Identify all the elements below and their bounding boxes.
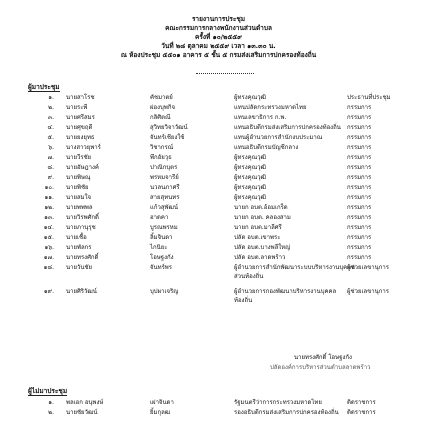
last-name: ยิ้มกุลฒ (150, 409, 171, 416)
first-name: นายระพี (66, 104, 88, 111)
first-name: นายยงยุทธ (66, 134, 95, 141)
meeting-datetime: วันที่ ๒๘ ตุลาคม ๒๕๕๙ เวลา ๑๓.๓๐ น. (161, 42, 276, 50)
last-name: กลิศิตณี (150, 114, 171, 121)
position: แทนปลัดกระทรวงมหาดไทย (234, 104, 307, 111)
last-name: ผ่องบุพกิจ (150, 104, 175, 111)
committee-role: กรรมการ (347, 194, 372, 201)
committee-role: กรรมการ (347, 184, 372, 191)
row-number: ๔. (47, 124, 54, 131)
attendee-row (0, 143, 437, 152)
position: ปลัด อบต.บางพลีใหญ่ (234, 244, 291, 251)
position: ผู้ทรงคุณวุฒิ (234, 154, 266, 161)
last-name: จันทร์พร (150, 264, 172, 271)
absent-heading: ผู้ไม่มาประชุม (28, 387, 68, 395)
first-name: นายศุขฤดี (66, 124, 93, 131)
position: แทนผู้อำนวยการสำนักงบประมาณ (234, 134, 323, 141)
attendee-row (0, 173, 437, 182)
row-number: ๒. (48, 409, 54, 416)
absence-reason: ติดราชการ (347, 399, 376, 406)
first-name: พลเอก อนุพงษ์ (66, 399, 104, 406)
committee-role: กรรมการ (347, 254, 372, 261)
committee-role: กรรมการ (347, 124, 372, 131)
last-name: ลิ้มจินดา (150, 234, 173, 241)
absentee-row (0, 408, 437, 417)
position: นายก อบต. คลองสาม (234, 214, 291, 221)
attendee-row (0, 263, 437, 281)
position-continued: ท้องถิ่น (234, 297, 253, 304)
committee-role: กรรมการ (347, 204, 372, 211)
first-name: นายศรีสมร (66, 114, 95, 121)
signature-title: ปลัดองค์การบริหารส่วนตำบลลาดพร้าว (270, 364, 371, 371)
position: นายก อบต.อ้อมเกร็ด (234, 204, 288, 211)
last-name: จันทร์เชียงใช้ (150, 134, 185, 141)
present-heading: ผู้มาประชุม (28, 83, 60, 91)
committee-name: คณะกรรมการกลางพนักงานส่วนตำบล (165, 24, 272, 32)
attendee-row (0, 213, 437, 222)
last-name: สายสุทนทร (150, 194, 180, 201)
first-name: นายสมใจ (66, 194, 92, 201)
first-name: นายทรงศักดิ์ (66, 254, 99, 261)
attendee-row (0, 223, 437, 232)
attendee-row (0, 233, 437, 242)
last-name: พึกอัยวุธ (150, 154, 172, 161)
first-name: นายเชื้อ (66, 234, 87, 241)
last-name: บูรณพรหม (150, 224, 178, 231)
committee-role: กรรมการ (347, 164, 372, 171)
row-number: ๑๑. (44, 194, 54, 201)
row-number: ๑๘. (43, 264, 54, 271)
position: รัฐมนตรีว่าการกระทรวงมหาดไทย (234, 399, 322, 406)
last-name: วิชากรณ์ (150, 144, 174, 151)
row-number: ๒. (48, 104, 54, 111)
first-name: นายพพพล (66, 204, 93, 211)
last-name: บุปผาเจริญ (150, 288, 179, 295)
position: แทนอธิบดีกรมส่งเสริมการปกครองท้องถิ่น (234, 124, 341, 131)
position: ผู้ทรงคุณวุฒิ (234, 174, 266, 181)
absentee-row (0, 398, 437, 407)
last-name: สุวิทยวิจาวัฒน์ (150, 124, 188, 131)
position: นายก อบต.มาลีศรี (234, 224, 282, 231)
row-number: ๑. (48, 399, 54, 406)
committee-role: กรรมการ (347, 144, 372, 151)
position: แทนเลขาธิการ ก.พ. (234, 114, 287, 121)
last-name: ฮาดคา (150, 214, 169, 221)
committee-role: กรรมการ (347, 234, 372, 241)
row-number: ๑๔. (43, 224, 54, 231)
first-name: นายภานุรุช (66, 224, 96, 231)
attendee-row (0, 93, 437, 102)
committee-role: ประธานที่ประชุม (347, 94, 391, 101)
meeting-venue: ณ ห้องประชุม ๕๕๐๑ อาคาร ๕ ชั้น ๕ กรมส่งเสริมการปกครองท้องถิ่น (120, 51, 317, 59)
first-name: นายวิรพศักดิ์ (66, 214, 99, 221)
last-name: แก้วสุพัฒน์ (150, 204, 179, 211)
attendee-row (0, 153, 437, 162)
last-name: คัชมาตย์ (150, 94, 173, 101)
first-name: นางสาวยุพาร์ (66, 144, 101, 151)
committee-role: กรรมการ (347, 174, 372, 181)
row-number: ๖. (48, 144, 54, 151)
attendee-row (0, 113, 437, 122)
row-number: ๙. (47, 174, 54, 181)
first-name: นายวันชัย (66, 264, 93, 271)
row-number: ๑๗. (43, 254, 54, 261)
attendee-row (0, 193, 437, 202)
attendee-row (0, 103, 437, 112)
attendee-row (0, 133, 437, 142)
first-name: นายวีรชัย (66, 154, 92, 161)
attendee-row (0, 163, 437, 172)
row-number: ๓. (47, 114, 54, 121)
first-name: นายศิริวัฒน์ (66, 288, 97, 295)
last-name: เผ่าจินดา (150, 399, 174, 406)
committee-role: กรรมการ (347, 214, 372, 221)
row-number: ๑๙. (43, 288, 54, 295)
row-number: ๑๖. (44, 244, 54, 251)
first-name: นายอัษฎางค์ (66, 164, 99, 171)
position: ผู้ทรงคุณวุฒิ (234, 164, 266, 171)
committee-role: กรรมการ (347, 244, 372, 251)
signature-name: นายทรงศักดิ์ โอษฐงกัง (294, 354, 352, 361)
committee-role: กรรมการ (347, 104, 372, 111)
committee-role: ผู้ช่วยเลขานุการ (347, 288, 389, 295)
position: แทนอธิบดีกรมบัญชีกลาง (234, 144, 299, 151)
row-number: ๑๕. (43, 234, 54, 241)
position: ปลัด อบต.เขาพระ (234, 234, 281, 241)
position: ปลัด อบต.ลาดพร้าว (234, 254, 286, 261)
attendee-row (0, 243, 437, 252)
committee-role: ผู้ช่วยเลขานุการ (347, 264, 389, 271)
session-number: ครั้งที่ ๑๐/๒๕๕๙ (195, 33, 242, 41)
row-number: ๕. (47, 134, 54, 141)
first-name: นายพิชัย (66, 184, 89, 191)
committee-role: กรรมการ (347, 154, 372, 161)
last-name: โอษฐงกัง (150, 254, 174, 261)
document-title: รายงานการประชุม (191, 15, 246, 23)
absence-reason: ติดราชการ (347, 409, 376, 416)
attendee-row (0, 123, 437, 132)
position: ผู้อำนวยการกองพัฒนาบริหารงานบุคคล (234, 288, 337, 295)
committee-role: กรรมการ (347, 114, 372, 121)
header-divider (196, 73, 254, 74)
position: ผู้ทรงคุณวุฒิ (234, 184, 266, 191)
attendee-row (0, 183, 437, 192)
committee-role: กรรมการ (347, 224, 372, 231)
first-name: นายชัยวัฒน์ (66, 409, 98, 416)
attendee-row (0, 203, 437, 212)
first-name: นายสาโรช (66, 94, 95, 101)
row-number: ๑. (48, 94, 54, 101)
last-name: ปาณิกบุตร (150, 164, 178, 171)
last-name: ไกนิยะ (150, 244, 168, 251)
first-name: นายพิษณุ (66, 174, 91, 181)
position: ผู้อำนวยการสำนักพัฒนาระบบบริหารงานบุคคล (234, 264, 355, 271)
position: รองอธิบดีกรมส่งเสริมการปกครองท้องถิ่น (234, 409, 339, 416)
row-number: ๑๐. (44, 184, 54, 191)
attendee-row (0, 287, 437, 305)
row-number: ๘. (47, 164, 54, 171)
last-name: พรหมจารีย์ (150, 174, 179, 181)
committee-role: กรรมการ (347, 134, 372, 141)
last-name: นวลนภาศรี (150, 184, 180, 191)
row-number: ๑๒. (44, 204, 54, 211)
row-number: ๑๓. (44, 214, 54, 221)
position: ผู้ทรงคุณวุฒิ (234, 94, 266, 101)
attendee-row (0, 253, 437, 262)
first-name: นายพัลกร (66, 244, 92, 251)
row-number: ๗. (47, 154, 54, 161)
position: ผู้ทรงคุณวุฒิ (234, 194, 266, 201)
position-continued: ส่วนท้องถิ่น (234, 273, 264, 280)
